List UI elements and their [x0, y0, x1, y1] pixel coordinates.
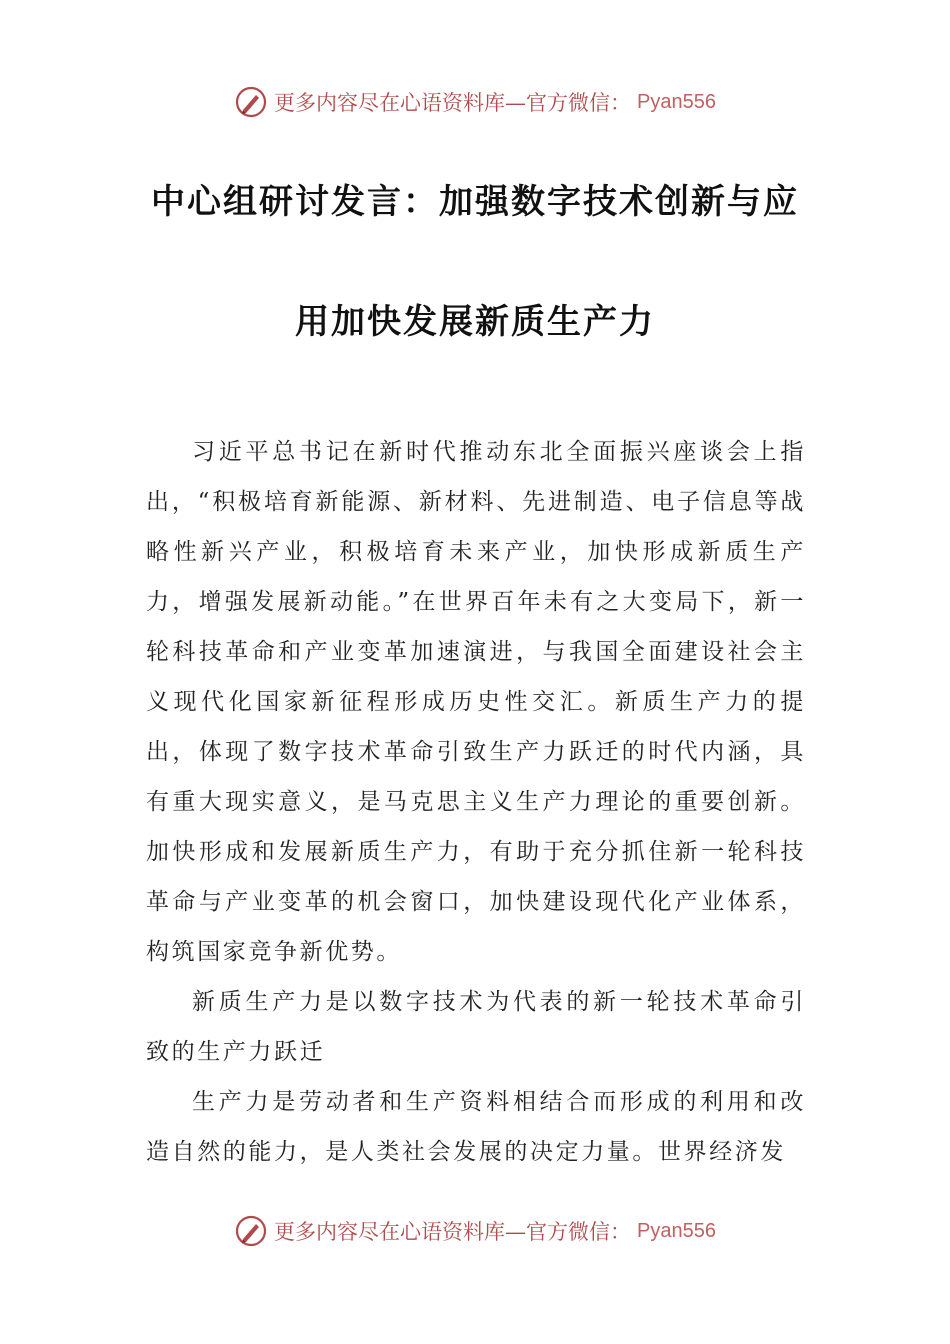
footer-watermark — [0, 1211, 950, 1251]
watermark-wechat-id: Pyan556 — [637, 1219, 716, 1242]
watermark-brand-text: 更多内容尽在心语资料库—官方微信： — [274, 1220, 632, 1244]
document-title-line-1: 中心组研讨发言：加强数字技术创新与应 — [151, 182, 799, 222]
document-body — [146, 427, 806, 1177]
pen-in-circle-logo-icon — [234, 1214, 268, 1248]
header-watermark — [0, 82, 950, 122]
body-paragraph: 生产力是劳动者和生产资料相结合而形成的利用和改造自然的能力，是人类社会发展的决定力量。世界经济发 — [146, 1089, 806, 1165]
body-paragraph-heading: 新质生产力是以数字技术为代表的新一轮技术革命引致的生产力跃迁 — [146, 989, 806, 1065]
watermark-brand-text: 更多内容尽在心语资料库—官方微信： — [274, 91, 632, 115]
watermark-wechat-id: Pyan556 — [637, 90, 716, 113]
body-paragraph: 习近平总书记在新时代推动东北全面振兴座谈会上指出，“积极培育新能源、新材料、先进制造、电子信息等战略性新兴产业，积极培育未来产业，加快形成新质生产力，增强发展新动能。”在世界百年未有之大变局下，新一轮科技革命和产业变革加速演进，与我国全面建设社会主义现代化国家新征程形成历史性交汇。新质生产力的提出，体现了数字技术革命引致生产力跃迁的时代内涵，具有重大现实意义，是马克思主义生产力理论的重要创新。加快形成和发展新质生产力，有助于充分抓住新一轮科技革命与产业变革的机会窗口，加快建设现代化产业体系，构筑国家竞争新优势。 — [146, 439, 806, 965]
document-title-line-2: 用加快发展新质生产力 — [295, 302, 655, 342]
pen-in-circle-logo-icon — [234, 85, 268, 119]
